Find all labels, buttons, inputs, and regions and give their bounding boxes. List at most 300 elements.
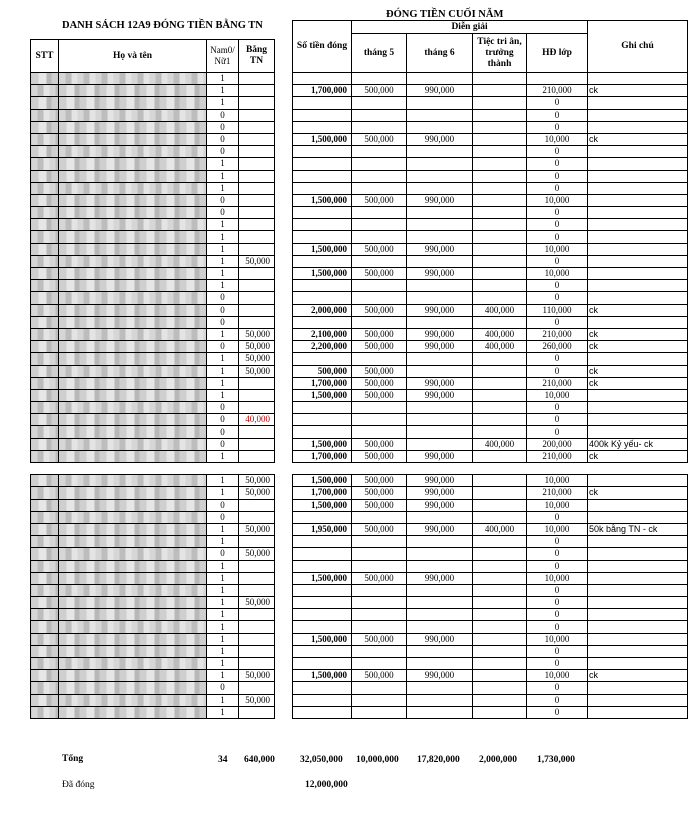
gender-cell: 0 [207, 548, 239, 560]
table-row [293, 633, 688, 645]
thang6-cell: 990,000 [407, 389, 473, 401]
bang-cell: 50,000 [239, 328, 275, 340]
gender-cell: 1 [207, 694, 239, 706]
gender-cell: 0 [207, 304, 239, 316]
thang5-cell: 500,000 [352, 194, 407, 206]
ghi-chu-cell: ck [588, 85, 688, 97]
tiec-cell [473, 694, 527, 706]
bang-cell [239, 97, 275, 109]
table-row [293, 304, 688, 316]
table-row [293, 109, 688, 121]
bang-cell [239, 450, 275, 462]
name-cell-redacted [59, 389, 207, 401]
thang6-cell [407, 584, 473, 596]
hd-cell: 0 [527, 121, 588, 133]
stt-cell-redacted [31, 426, 59, 438]
gender-cell: 1 [207, 73, 239, 85]
thang5-cell [352, 609, 407, 621]
stt-cell-redacted [31, 377, 59, 389]
so-tien-cell [293, 426, 352, 438]
stt-cell-redacted [31, 365, 59, 377]
table-row [31, 97, 275, 109]
hd-cell: 0 [527, 158, 588, 170]
hd-cell: 0 [527, 536, 588, 548]
table-row [31, 572, 275, 584]
table-row [293, 511, 688, 523]
table-row [31, 706, 275, 718]
name-cell-redacted [59, 572, 207, 584]
stt-cell-redacted [31, 670, 59, 682]
bang-cell [239, 170, 275, 182]
stt-cell-redacted [31, 255, 59, 267]
so-tien-cell [293, 170, 352, 182]
table-row [293, 499, 688, 511]
table-row [31, 487, 275, 499]
gender-cell: 0 [207, 341, 239, 353]
thang6-cell: 990,000 [407, 450, 473, 462]
thang5-cell: 500,000 [352, 572, 407, 584]
thang6-cell: 990,000 [407, 243, 473, 255]
table-row [293, 353, 688, 365]
so-tien-cell [293, 182, 352, 194]
thang5-cell [352, 621, 407, 633]
name-cell-redacted [59, 548, 207, 560]
header-thang5: tháng 5 [352, 34, 407, 73]
name-cell-redacted [59, 231, 207, 243]
table-row [293, 243, 688, 255]
ghi-chu-cell [588, 560, 688, 572]
table-row [31, 511, 275, 523]
table-row [293, 475, 688, 487]
hd-cell: 110,000 [527, 304, 588, 316]
name-cell-redacted [59, 255, 207, 267]
hd-cell: 210,000 [527, 487, 588, 499]
hd-cell: 0 [527, 292, 588, 304]
table-row [31, 633, 275, 645]
table-row [31, 182, 275, 194]
thang5-cell: 500,000 [352, 633, 407, 645]
so-tien-cell: 1,500,000 [293, 438, 352, 450]
tiec-cell [473, 511, 527, 523]
bang-cell [239, 377, 275, 389]
gender-cell: 0 [207, 207, 239, 219]
header-bang: Bằng TN [239, 40, 275, 73]
thang5-cell [352, 121, 407, 133]
bang-cell [239, 621, 275, 633]
name-cell-redacted [59, 682, 207, 694]
hd-cell: 10,000 [527, 133, 588, 145]
totals-gender: 34 [218, 755, 228, 765]
thang6-cell [407, 548, 473, 560]
so-tien-cell: 1,500,000 [293, 475, 352, 487]
hd-cell: 210,000 [527, 328, 588, 340]
thang5-cell [352, 658, 407, 670]
bang-cell [239, 182, 275, 194]
gender-cell: 1 [207, 158, 239, 170]
thang6-cell [407, 109, 473, 121]
stt-cell-redacted [31, 231, 59, 243]
table-row [293, 609, 688, 621]
so-tien-cell [293, 255, 352, 267]
thang6-cell [407, 255, 473, 267]
stt-cell-redacted [31, 85, 59, 97]
thang6-cell: 990,000 [407, 341, 473, 353]
so-tien-cell [293, 621, 352, 633]
thang6-cell: 990,000 [407, 670, 473, 682]
table-row [31, 402, 275, 414]
table-row [31, 450, 275, 462]
hd-cell: 0 [527, 219, 588, 231]
tiec-cell [473, 243, 527, 255]
hd-cell: 0 [527, 182, 588, 194]
so-tien-cell [293, 207, 352, 219]
tiec-cell [473, 268, 527, 280]
so-tien-cell [293, 597, 352, 609]
totals-label: Tổng [62, 754, 84, 764]
so-tien-cell [293, 511, 352, 523]
name-cell-redacted [59, 499, 207, 511]
tiec-cell [473, 353, 527, 365]
stt-cell-redacted [31, 548, 59, 560]
stt-cell-redacted [31, 523, 59, 535]
hd-cell: 0 [527, 597, 588, 609]
table-row [31, 536, 275, 548]
bang-cell: 50,000 [239, 670, 275, 682]
so-tien-cell [293, 414, 352, 426]
ghi-chu-cell [588, 353, 688, 365]
totals-thang5: 10,000,000 [356, 755, 399, 765]
name-cell-redacted [59, 328, 207, 340]
tiec-cell [473, 658, 527, 670]
name-cell-redacted [59, 377, 207, 389]
tiec-cell: 400,000 [473, 328, 527, 340]
stt-cell-redacted [31, 304, 59, 316]
hd-cell: 210,000 [527, 377, 588, 389]
totals-thang6: 17,820,000 [417, 755, 460, 765]
ghi-chu-cell [588, 414, 688, 426]
bang-cell [239, 219, 275, 231]
name-cell-redacted [59, 597, 207, 609]
table-row [31, 158, 275, 170]
bang-cell [239, 609, 275, 621]
name-cell-redacted [59, 670, 207, 682]
ghi-chu-cell [588, 158, 688, 170]
thang6-cell: 990,000 [407, 499, 473, 511]
thang6-cell [407, 316, 473, 328]
so-tien-cell [293, 536, 352, 548]
stt-cell-redacted [31, 207, 59, 219]
gender-cell: 1 [207, 584, 239, 596]
bang-cell [239, 304, 275, 316]
bang-cell [239, 109, 275, 121]
so-tien-cell: 1,500,000 [293, 268, 352, 280]
ghi-chu-cell [588, 621, 688, 633]
table-row [31, 584, 275, 596]
thang5-cell: 500,000 [352, 475, 407, 487]
table-row [293, 146, 688, 158]
gender-cell: 0 [207, 316, 239, 328]
stt-cell-redacted [31, 328, 59, 340]
bang-cell: 50,000 [239, 475, 275, 487]
stt-cell-redacted [31, 402, 59, 414]
so-tien-cell [293, 292, 352, 304]
tiec-cell [473, 158, 527, 170]
stt-cell-redacted [31, 597, 59, 609]
tiec-cell [473, 584, 527, 596]
thang5-cell: 500,000 [352, 523, 407, 535]
so-tien-cell [293, 158, 352, 170]
thang5-cell [352, 231, 407, 243]
hd-cell: 10,000 [527, 475, 588, 487]
ghi-chu-cell [588, 182, 688, 194]
so-tien-cell: 2,100,000 [293, 328, 352, 340]
bang-cell [239, 280, 275, 292]
name-cell-redacted [59, 133, 207, 145]
name-cell-redacted [59, 268, 207, 280]
ghi-chu-cell [588, 109, 688, 121]
thang6-cell [407, 73, 473, 85]
tiec-cell [473, 572, 527, 584]
bang-cell: 50,000 [239, 341, 275, 353]
stt-cell-redacted [31, 292, 59, 304]
table-row [31, 426, 275, 438]
left-title: DANH SÁCH 12A9 ĐÓNG TIỀN BẰNG TN [62, 20, 263, 31]
so-tien-cell [293, 560, 352, 572]
gender-cell: 1 [207, 97, 239, 109]
thang6-cell [407, 706, 473, 718]
thang6-cell: 990,000 [407, 487, 473, 499]
bang-cell [239, 121, 275, 133]
thang6-cell [407, 658, 473, 670]
ghi-chu-cell [588, 499, 688, 511]
name-cell-redacted [59, 621, 207, 633]
tiec-cell [473, 97, 527, 109]
table-row [293, 694, 688, 706]
thang5-cell [352, 353, 407, 365]
ghi-chu-cell [588, 633, 688, 645]
name-cell-redacted [59, 316, 207, 328]
bang-cell [239, 158, 275, 170]
ghi-chu-cell [588, 402, 688, 414]
table-row [293, 158, 688, 170]
bang-cell [239, 268, 275, 280]
thang5-cell: 500,000 [352, 670, 407, 682]
hd-cell: 0 [527, 609, 588, 621]
thang6-cell: 990,000 [407, 304, 473, 316]
hd-cell: 0 [527, 170, 588, 182]
hd-cell: 0 [527, 402, 588, 414]
hd-cell: 0 [527, 353, 588, 365]
name-cell-redacted [59, 402, 207, 414]
name-cell-redacted [59, 158, 207, 170]
tiec-cell [473, 706, 527, 718]
tiec-cell [473, 292, 527, 304]
stt-cell-redacted [31, 658, 59, 670]
gender-cell: 1 [207, 536, 239, 548]
so-tien-cell [293, 121, 352, 133]
ghi-chu-cell [588, 292, 688, 304]
stt-cell-redacted [31, 97, 59, 109]
ghi-chu-cell [588, 219, 688, 231]
table-row [293, 292, 688, 304]
hd-cell: 0 [527, 414, 588, 426]
name-cell-redacted [59, 194, 207, 206]
name-cell-redacted [59, 609, 207, 621]
hd-cell: 10,000 [527, 499, 588, 511]
so-tien-cell: 1,500,000 [293, 633, 352, 645]
thang6-cell: 990,000 [407, 523, 473, 535]
hd-cell: 0 [527, 109, 588, 121]
thang5-cell: 500,000 [352, 328, 407, 340]
table-row [31, 85, 275, 97]
thang6-cell [407, 511, 473, 523]
gender-cell: 0 [207, 511, 239, 523]
stt-cell-redacted [31, 341, 59, 353]
ghi-chu-cell [588, 645, 688, 657]
table-row [293, 377, 688, 389]
name-cell-redacted [59, 207, 207, 219]
so-tien-cell: 1,700,000 [293, 377, 352, 389]
stt-cell-redacted [31, 414, 59, 426]
table-row [293, 536, 688, 548]
table-row [293, 365, 688, 377]
so-tien-cell: 1,500,000 [293, 572, 352, 584]
thang5-cell [352, 158, 407, 170]
bang-cell: 50,000 [239, 255, 275, 267]
bang-cell [239, 389, 275, 401]
hd-cell: 0 [527, 658, 588, 670]
thang6-cell [407, 207, 473, 219]
header-ghi-chu: Ghi chú [588, 21, 688, 73]
thang5-cell [352, 414, 407, 426]
tiec-cell [473, 231, 527, 243]
name-cell-redacted [59, 438, 207, 450]
so-tien-cell [293, 316, 352, 328]
table-row [293, 621, 688, 633]
hd-cell: 260,000 [527, 341, 588, 353]
header-hd: HĐ lớp [527, 34, 588, 73]
stt-cell-redacted [31, 389, 59, 401]
gender-cell: 1 [207, 377, 239, 389]
ghi-chu-cell [588, 316, 688, 328]
thang6-cell [407, 219, 473, 231]
so-tien-cell [293, 280, 352, 292]
thang5-cell: 500,000 [352, 85, 407, 97]
stt-cell-redacted [31, 182, 59, 194]
gender-cell: 0 [207, 292, 239, 304]
ghi-chu-cell [588, 389, 688, 401]
header-stt: STT [31, 40, 59, 73]
bang-cell: 50,000 [239, 548, 275, 560]
header-so-tien: Số tiền đóng [293, 21, 352, 73]
thang6-cell [407, 645, 473, 657]
table-row [31, 194, 275, 206]
ghi-chu-cell: ck [588, 365, 688, 377]
hd-cell: 0 [527, 280, 588, 292]
bang-cell [239, 85, 275, 97]
gender-cell: 0 [207, 426, 239, 438]
bang-cell [239, 402, 275, 414]
stt-cell-redacted [31, 475, 59, 487]
tiec-cell [473, 170, 527, 182]
tiec-cell [473, 316, 527, 328]
so-tien-cell [293, 706, 352, 718]
stt-cell-redacted [31, 682, 59, 694]
stt-cell-redacted [31, 560, 59, 572]
gender-cell: 1 [207, 523, 239, 535]
so-tien-cell [293, 694, 352, 706]
table-row [293, 706, 688, 718]
so-tien-cell: 500,000 [293, 365, 352, 377]
so-tien-cell [293, 658, 352, 670]
name-cell-redacted [59, 475, 207, 487]
tiec-cell [473, 85, 527, 97]
hd-cell: 0 [527, 645, 588, 657]
name-cell-redacted [59, 292, 207, 304]
ghi-chu-cell: ck [588, 328, 688, 340]
table-row [293, 645, 688, 657]
gender-cell: 1 [207, 597, 239, 609]
name-cell-redacted [59, 584, 207, 596]
header-thang6: tháng 6 [407, 34, 473, 73]
table-row [31, 73, 275, 85]
ghi-chu-cell [588, 658, 688, 670]
thang5-cell [352, 597, 407, 609]
ghi-chu-cell [588, 597, 688, 609]
bang-cell [239, 511, 275, 523]
thang5-cell [352, 255, 407, 267]
gender-cell: 0 [207, 133, 239, 145]
name-cell-redacted [59, 341, 207, 353]
thang5-cell [352, 645, 407, 657]
table-row [31, 133, 275, 145]
table-row [31, 328, 275, 340]
table-row [293, 328, 688, 340]
so-tien-cell [293, 645, 352, 657]
stt-cell-redacted [31, 353, 59, 365]
bang-cell [239, 316, 275, 328]
so-tien-cell: 2,000,000 [293, 304, 352, 316]
table-row [31, 231, 275, 243]
name-cell-redacted [59, 353, 207, 365]
ghi-chu-cell [588, 426, 688, 438]
name-cell-redacted [59, 170, 207, 182]
stt-cell-redacted [31, 73, 59, 85]
table-row [293, 231, 688, 243]
bang-cell [239, 194, 275, 206]
name-cell-redacted [59, 694, 207, 706]
tiec-cell [473, 377, 527, 389]
ghi-chu-cell [588, 194, 688, 206]
table-row [293, 682, 688, 694]
gender-cell: 1 [207, 170, 239, 182]
table-row [31, 645, 275, 657]
thang6-cell [407, 158, 473, 170]
thang6-cell: 990,000 [407, 328, 473, 340]
so-tien-cell: 1,950,000 [293, 523, 352, 535]
ghi-chu-cell [588, 170, 688, 182]
so-tien-cell [293, 219, 352, 231]
name-cell-redacted [59, 280, 207, 292]
name-cell-redacted [59, 511, 207, 523]
table-row [293, 658, 688, 670]
so-tien-cell [293, 109, 352, 121]
so-tien-cell: 1,700,000 [293, 85, 352, 97]
gender-cell: 1 [207, 255, 239, 267]
bang-cell [239, 536, 275, 548]
ghi-chu-cell [588, 268, 688, 280]
tiec-cell [473, 548, 527, 560]
